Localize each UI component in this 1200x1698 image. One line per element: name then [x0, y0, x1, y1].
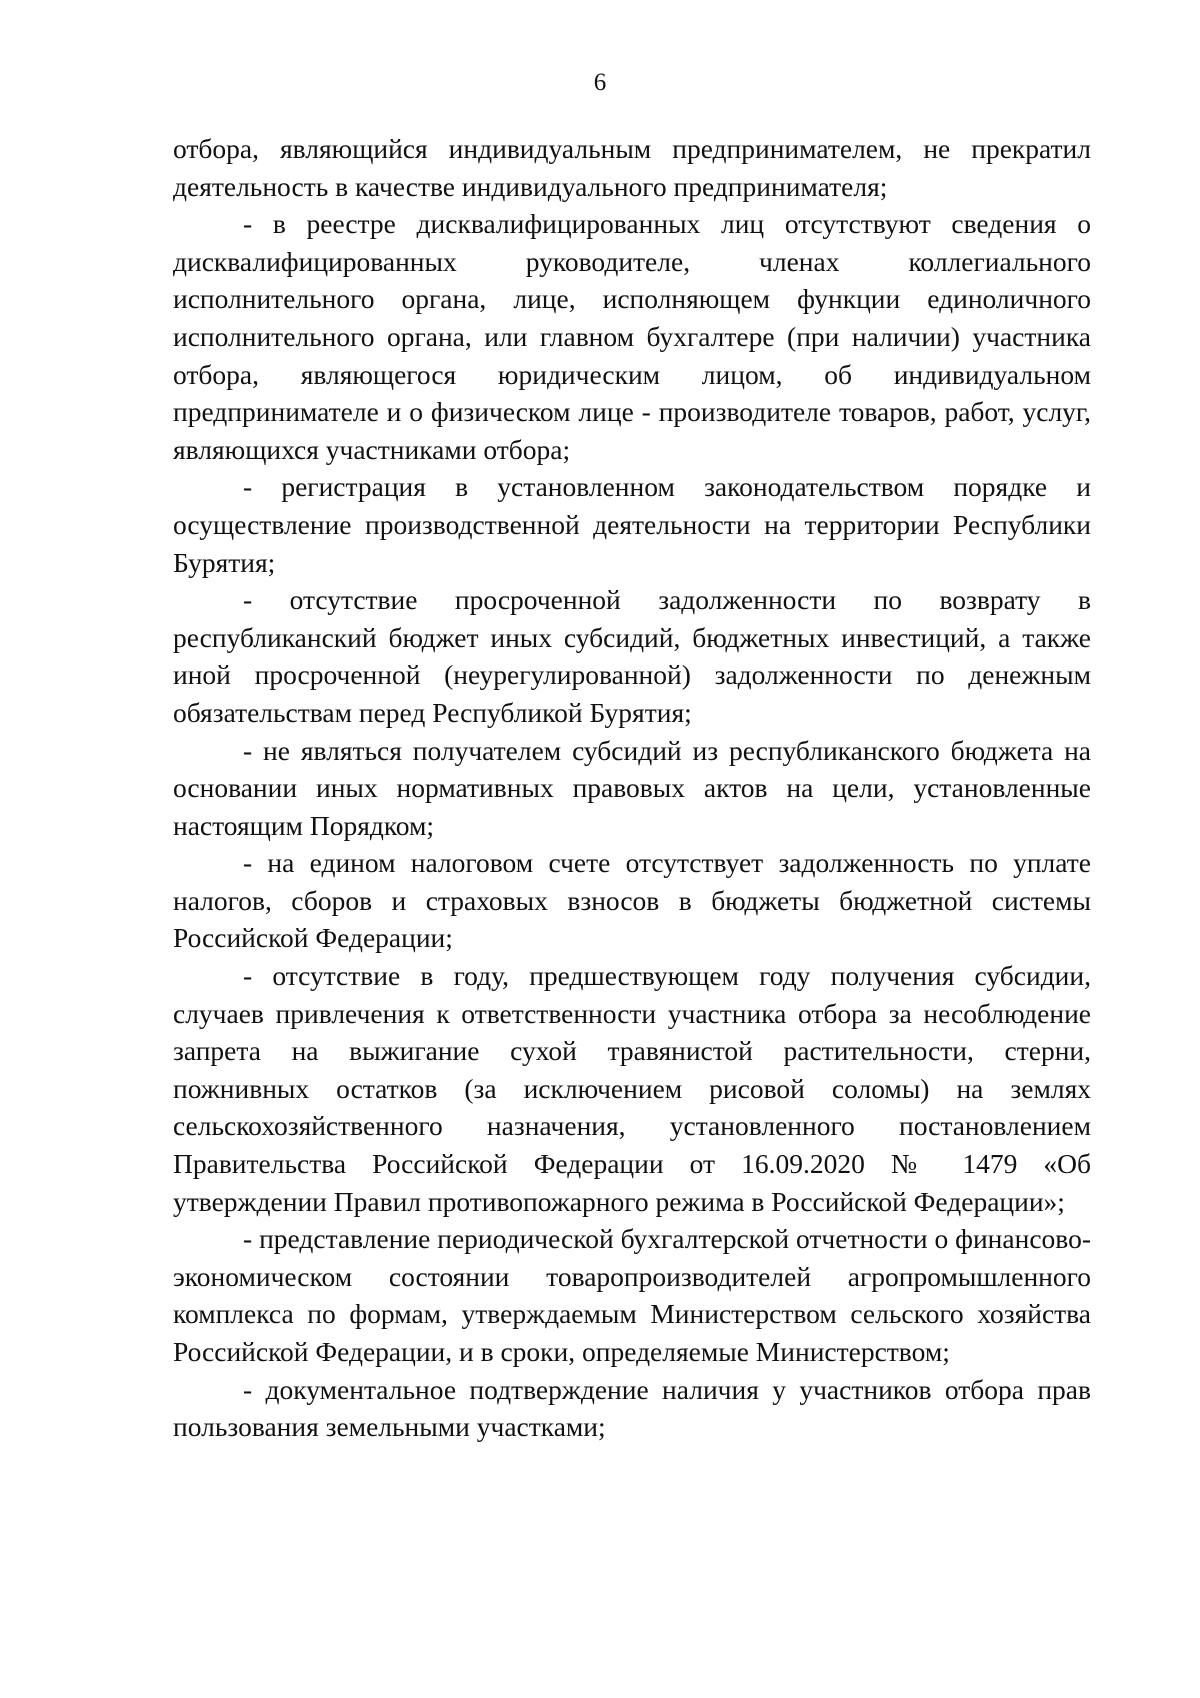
- document-body: [173, 130, 1091, 1446]
- paragraph-registration: - регистрация в установленном законодательством порядке и осуществление производственной деятельности на территории Республики Бурятия;: [173, 471, 1091, 578]
- paragraph-disqualified-persons: - в реестре дисквалифицированных лиц отсутствуют сведения о дисквалифицированных руководителе, членах коллегиального исполнительного органа, лице, исполняющем функции единоличного исполнительного органа, или главном бухгалтере (при наличии) участника отбора, являющегося юридическим лицом, об индивидуальном предпринимателе и о физическом лице - производителе товаров, работ, услуг, являющихся участниками отбора;: [173, 208, 1091, 465]
- paragraph-accounting-reports: - представление периодической бухгалтерской отчетности о финансово-экономическом состоянии товаропроизводителей агропромышленного комплекса по формам, утверждаемым Министерством сельского хозяйства Российской Федерации, и в сроки, определяемые Министерством;: [173, 1223, 1091, 1367]
- paragraph-tax-account: - на едином налоговом счете отсутствует задолженность по уплате налогов, сборов и страховых взносов в бюджеты бюджетной системы Российской Федерации;: [173, 847, 1091, 954]
- paragraph-no-overdue-debt: - отсутствие просроченной задолженности по возврату в республиканский бюджет иных субсидий, бюджетных инвестиций, а также иной просроченной (неурегулированной) задолженности по денежным обязательствам перед Республикой Бурятия;: [173, 584, 1091, 728]
- paragraph-burning-ban: - отсутствие в году, предшествующем году получения субсидии, случаев привлечения к ответственности участника отбора за несоблюдение запрета на выжигание сухой травянистой растительности, стерни, пожнивных остатков (за исключением рисовой соломы) на землях сельскохозяйственного назначения, установленного постановлением Правительства Российской Федерации от 16.09.2020 № 1479 «Об утверждении Правил противопожарного режима в Российской Федерации»;: [173, 960, 1091, 1217]
- paragraph-land-rights: - документальное подтверждение наличия у участников отбора прав пользования земельными участками;: [173, 1373, 1091, 1443]
- paragraph-not-subsidy-recipient: - не являться получателем субсидий из республиканского бюджета на основании иных нормативных правовых актов на цели, установленные настоящим Порядком;: [173, 734, 1091, 841]
- paragraph-continuation: отбора, являющийся индивидуальным предпринимателем, не прекратил деятельность в качестве индивидуального предпринимателя;: [173, 133, 1091, 202]
- page-number: 6: [593, 69, 607, 96]
